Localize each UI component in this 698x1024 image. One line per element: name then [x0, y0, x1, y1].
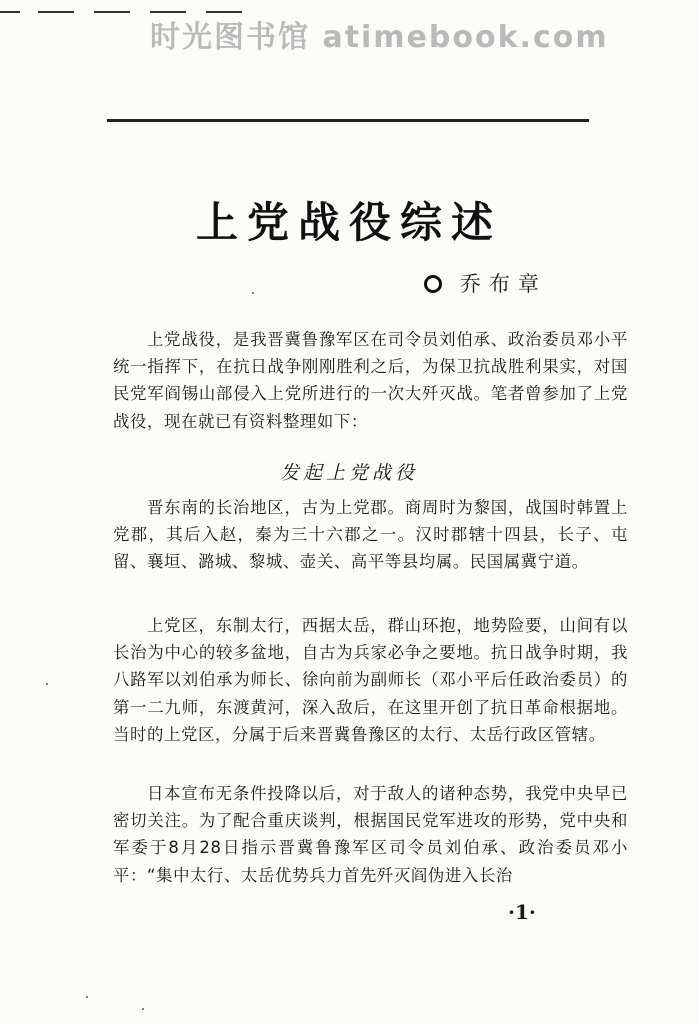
- header-rule: [107, 119, 589, 122]
- author-line: [424, 268, 547, 298]
- watermark: 时光图书馆 atimebook.com: [150, 20, 609, 55]
- article-title: 上党战役综述: [195, 198, 502, 247]
- paragraph-history: 晋东南的长治地区，古为上党郡。商周时为黎国，战国时韩置上党郡，其后入赵，秦为三十六郡之一。汉时郡辖十四县，长子、屯留、襄垣、潞城、黎城、壶关、高平等县均属。民国属冀宁道。: [113, 498, 628, 572]
- circle-bullet-icon: [424, 275, 442, 293]
- scan-speck: [46, 683, 48, 685]
- scan-speck: [86, 996, 88, 998]
- page-number: ·1·: [508, 900, 536, 924]
- scan-speck: [142, 1008, 144, 1010]
- paragraph-geography: 上党区，东制太行，西据太岳，群山环抱，地势险要，山间有以长治为中心的较多盆地，自古为兵家必争之要地。抗日战争时期，我八路军以刘伯承为师长、徐向前为副师长（邓小平后任政治委员）的第一二九师，东渡黄河，深入敌后，在这里开创了抗日革命根据地。当时的上党区，分属于后来晋冀鲁豫区的太行、太岳行政区管辖。: [113, 616, 628, 744]
- scan-mark: [0, 11, 20, 13]
- paragraph-intro: 上党战役，是我晋冀鲁豫军区在司令员刘伯承、政治委员邓小平统一指挥下，在抗日战争刚刚胜利之后，为保卫抗战胜利果实，对国民党军阎锡山部侵入上党所进行的一次大歼灭战。笔者曾参加了上党战役，现在就已有资料整理如下：: [113, 330, 628, 431]
- scan-mark: [94, 11, 130, 13]
- scan-mark: [38, 11, 74, 13]
- scan-speck: [252, 292, 254, 294]
- section-heading: 发起上党战役: [279, 462, 418, 484]
- author-name: 乔布章: [460, 272, 547, 296]
- paragraph-directive: 日本宣布无条件投降以后，对于敌人的诸种态势，我党中央早已密切关注。为了配合重庆谈判，根据国民党军进攻的形势，党中央和军委于8月28日指示晋冀鲁豫军区司令员刘伯承、政治委员邓小平：“集中太行、太岳优势兵力首先歼灭阎伪进入长治: [113, 784, 628, 885]
